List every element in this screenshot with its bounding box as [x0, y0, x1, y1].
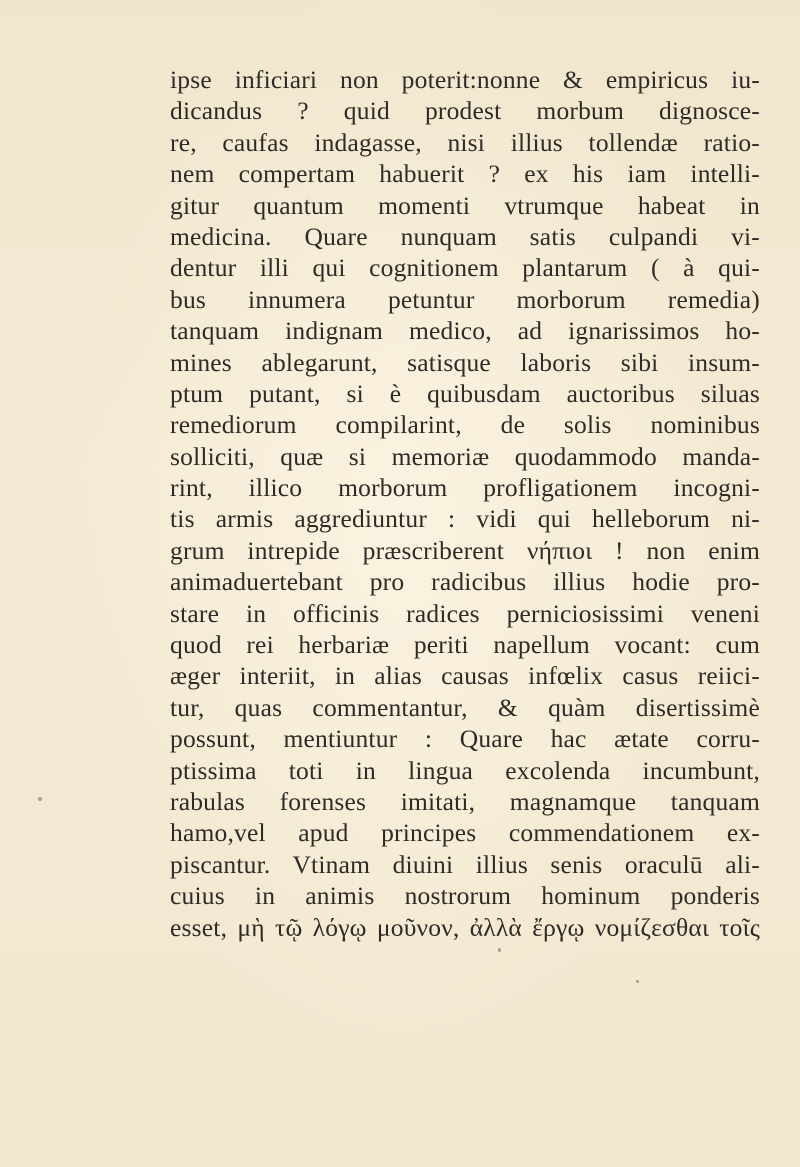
text-line-1: ipse inficiari non poterit:nonne & empiricus iu- — [170, 65, 760, 94]
text-line-8: bus innumera petuntur morborum remedia) — [170, 284, 760, 314]
text-line-18: stare in officinis radices perniciosissimi veneni — [170, 598, 760, 628]
text-line-13: solliciti, quæ si memoriæ quodammodo manda- — [170, 441, 760, 471]
text-line-5: gitur quantum momenti vtrumque habeat in — [170, 190, 760, 220]
text-line-20: æger interiit, in alias causas infœlix casus reiici- — [170, 661, 760, 691]
text-line-6: medicina. Quare nunquam satis culpandi vi- — [170, 221, 760, 251]
paper-speck — [636, 980, 639, 983]
text-line-9: tanquam indignam medico, ad ignarissimos ho- — [170, 316, 760, 346]
text-line-15: tis armis aggrediuntur : vidi qui helleborum ni- — [170, 504, 760, 534]
text-line-12: remediorum compilarint, de solis nominibus — [170, 410, 760, 440]
text-line-23: ptissima toti in lingua excolenda incumbunt, — [170, 755, 760, 785]
text-line-24: rabulas forenses imitati, magnamque tanquam — [170, 786, 760, 816]
text-line-14: rint, illico morborum profligationem incogni- — [170, 473, 760, 503]
text-line-26: piscantur. Vtinam diuini illius senis oraculū ali- — [170, 849, 760, 879]
text-line-3: re, caufas indagasse, nisi illius tollendæ ratio- — [170, 127, 760, 157]
text-line-19: quod rei herbariæ periti napellum vocant: cum — [170, 630, 760, 660]
paper-speck — [498, 948, 501, 952]
text-line-28: esset, μὴ τῷ λόγῳ μοῦνον, ἀλλὰ ἔργῳ νομίζεσθαι τοῖς — [170, 912, 760, 942]
text-line-16: grum intrepide præscriberent νήπιοι ! non enim — [170, 535, 760, 565]
text-line-22: possunt, mentiuntur : Quare hac ætate corru- — [170, 724, 760, 754]
text-line-11: ptum putant, si è quibusdam auctoribus siluas — [170, 378, 760, 408]
text-line-27: cuius in animis nostrorum hominum ponderis — [170, 881, 760, 911]
text-line-2: dicandus ? quid prodest morbum dignosce- — [170, 96, 760, 126]
text-line-17: animaduertebant pro radicibus illius hodie pro- — [170, 567, 760, 597]
text-line-25: hamo,vel apud principes commendationem ex- — [170, 818, 760, 848]
paper-speck — [38, 797, 42, 801]
text-line-4: nem compertam habuerit ? ex his iam intelli- — [170, 159, 760, 189]
text-line-7: dentur illi qui cognitionem plantarum ( à qui- — [170, 253, 760, 283]
text-line-21: tur, quas commentantur, & quàm disertissimè — [170, 692, 760, 722]
body-text — [170, 64, 770, 943]
text-line-10: mines ablegarunt, satisque laboris sibi insum- — [170, 347, 760, 377]
